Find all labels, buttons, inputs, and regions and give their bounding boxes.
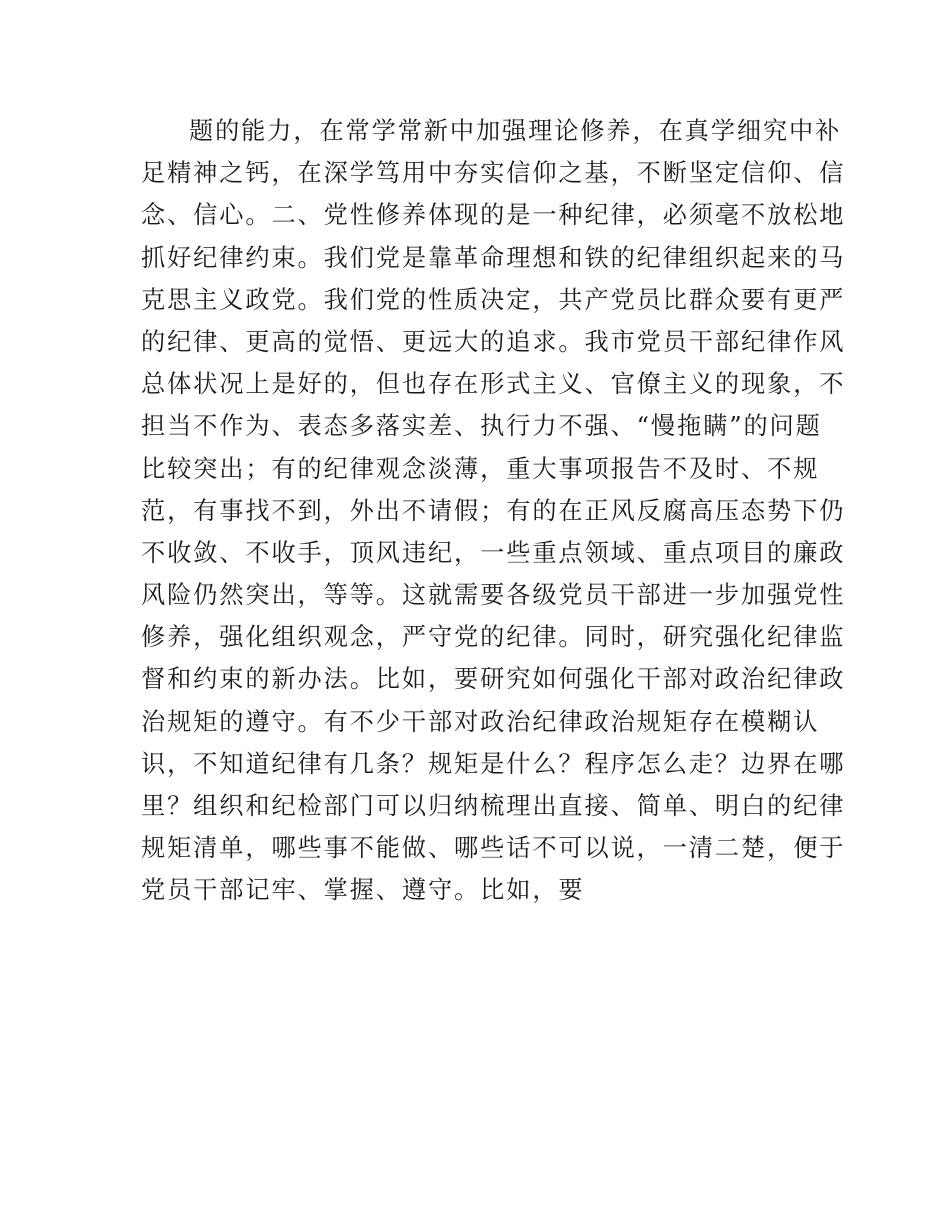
text-line: 不收敛、不收手，顶风违纪，一些重点领域、重点项目的廉政 [141,538,846,567]
text-line: 里？组织和纪检部门可以归纳梳理出直接、简单、明白的纪律 [141,792,846,820]
text-line: 治规矩的遵守。有不少干部对政治纪律政治规矩存在模糊认 [141,707,820,736]
text-line: 的纪律、更高的觉悟、更远大的追求。我市党员干部纪律作风 [141,327,846,356]
text-line: 总体状况上是好的，但也存在形式主义、官僚主义的现象，不 [141,370,846,399]
text-line: 担当不作为、表态多落实差、执行力不强、“慢拖瞒”的问题 [141,412,822,441]
text-line: 党员干部记牢、掌握、遵守。比如，要 [141,876,585,905]
text-line: 范，有事找不到，外出不请假；有的在正风反腐高压态势下仍 [141,496,846,525]
text-line: 识，不知道纪律有几条？规矩是什么？程序怎么走？边界在哪 [141,749,846,778]
text-line: 题的能力，在常学常新中加强理论修养，在真学细究中补 [189,117,842,145]
text-line: 足精神之钙，在深学笃用中夯实信仰之基，不断坚定信仰、信 [141,159,846,188]
text-line: 规矩清单，哪些事不能做、哪些话不可以说，一清二楚，便于 [141,834,846,863]
text-line: 比较突出；有的纪律观念淡薄，重大事项报告不及时、不规 [141,454,820,483]
text-line: 抓好纪律约束。我们党是靠革命理想和铁的纪律组织起来的马 [141,243,846,272]
text-line: 风险仍然突出，等等。这就需要各级党员干部进一步加强党性 [141,581,846,610]
text-line: 修养，强化组织观念，严守党的纪律。同时，研究强化纪律监 [141,623,846,652]
body-paragraph [141,110,846,912]
text-line: 督和约束的新办法。比如，要研究如何强化干部对政治纪律政 [141,665,846,694]
text-line: 念、信心。二、党性修养体现的是一种纪律，必须毫不放松地 [141,201,846,230]
text-line: 克思主义政党。我们党的性质决定，共产党员比群众要有更严 [141,285,846,314]
